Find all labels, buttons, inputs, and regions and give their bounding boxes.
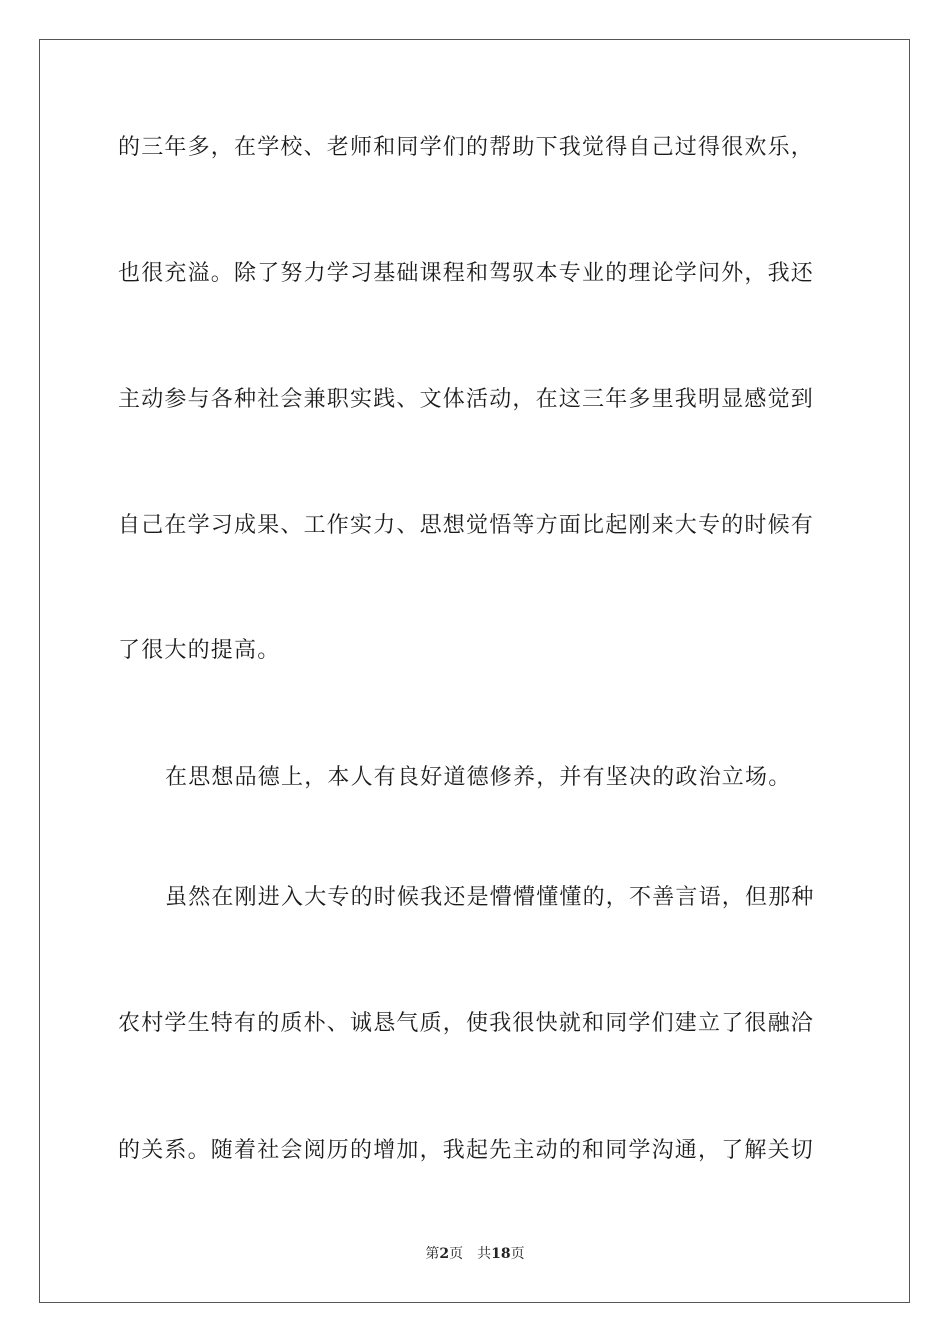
- body-text-line: 了很大的提高。: [118, 638, 281, 663]
- body-text-line: 的关系。随着社会阅历的增加，我起先主动的和同学沟通，了解关切: [118, 1138, 815, 1163]
- total-suffix: 页: [510, 1246, 525, 1262]
- total-prefix: 共: [477, 1246, 492, 1262]
- page-border: [39, 39, 910, 1303]
- page-suffix: 页: [449, 1246, 464, 1262]
- page-number: 2: [439, 1246, 450, 1262]
- total-pages: 18: [491, 1246, 511, 1262]
- body-text-line: 也很充溢。除了努力学习基础课程和驾驭本专业的理论学问外，我还: [118, 261, 815, 286]
- body-text-line: 自己在学习成果、工作实力、思想觉悟等方面比起刚来大专的时候有: [118, 513, 815, 538]
- paragraph-first-line: 虽然在刚进入大专的时候我还是懵懵懂懂的，不善言语，但那种: [165, 885, 815, 910]
- page-prefix: 第: [425, 1246, 440, 1262]
- body-text-line: 主动参与各种社会兼职实践、文体活动，在这三年多里我明显感觉到: [118, 387, 815, 412]
- paragraph-first-line: 在思想品德上，本人有良好道德修养，并有坚决的政治立场。: [165, 765, 792, 790]
- body-text-line: 农村学生特有的质朴、诚恳气质，使我很快就和同学们建立了很融洽: [118, 1011, 815, 1036]
- page-footer: [0, 1245, 950, 1263]
- body-text-line: 的三年多，在学校、老师和同学们的帮助下我觉得自己过得很欢乐，: [118, 135, 815, 160]
